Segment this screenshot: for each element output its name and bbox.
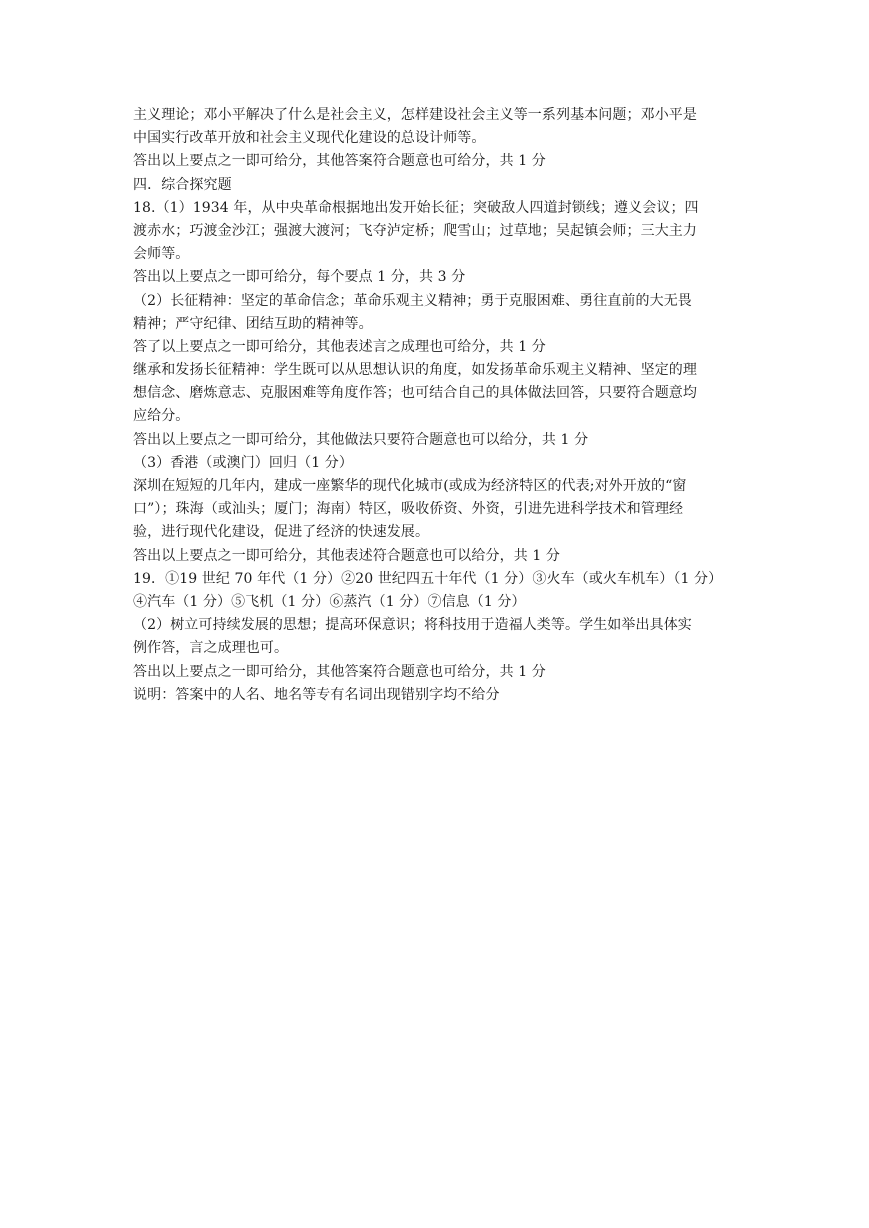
text-line: 口”）；珠海（或汕头；厦门；海南）特区，吸收侨资、外资，引进先进科学技术和管理经 [133,501,684,518]
scoring-note: 答出以上要点之一即可给分，其他做法只要符合题意也可以给分，共 1 分 [133,431,589,448]
document-body [133,104,743,707]
text-line: 继承和发扬长征精神：学生既可以从思想认识的角度，如发扬革命乐观主义精神、坚定的理 [133,362,697,379]
text-line: 例作答，言之成理也可。 [133,640,289,657]
scoring-note: 答出以上要点之一即可给分，其他表述符合题意也可以给分，共 1 分 [133,547,561,564]
text-line: 精神；严守纪律、团结互助的精神等。 [133,315,373,332]
text-line: ④汽车（1 分）⑤飞机（1 分）⑥蒸汽（1 分）⑦信息（1 分） [133,593,526,610]
text-line: 验，进行现代化建设，促进了经济的快速发展。 [133,524,430,541]
scoring-note: 答了以上要点之一即可给分，其他表述言之成理也可给分，共 1 分 [133,338,546,355]
text-line: 应给分。 [133,408,190,425]
question-18-part-2: （2）长征精神：坚定的革命信念；革命乐观主义精神；勇于克服困难、勇往直前的大无畏 [133,292,692,309]
closing-note: 说明：答案中的人名、地名等专有名词出现错别字均不给分 [133,686,500,703]
section-heading: 四．综合探究题 [133,176,232,193]
question-18-part-1: 18.（1）1934 年，从中央革命根据地出发开始长征；突破敌人四道封锁线；遵义会议；四 [133,199,699,216]
text-line: 想信念、磨炼意志、克服困难等角度作答；也可结合自己的具体做法回答，只要符合题意均 [133,385,697,402]
text-line: 会师等。 [133,246,190,263]
text-line: 深圳在短短的几年内，建成一座繁华的现代化城市(或成为经济特区的代表;对外开放的“窗 [133,478,687,494]
question-19-part-1: 19．①19 世纪 70 年代（1 分）②20 世纪四五十年代（1 分）③火车（或火车机车）（1 分） [133,570,723,587]
scoring-note: 答出以上要点之一即可给分，每个要点 1 分，共 3 分 [133,269,466,286]
question-19-part-2: （2）树立可持续发展的思想；提高环保意识；将科技用于造福人类等。学生如举出具体实 [133,617,692,634]
scoring-note: 答出以上要点之一即可给分，其他答案符合题意也可给分，共 1 分 [133,153,546,170]
scoring-note: 答出以上要点之一即可给分，其他答案符合题意也可给分，共 1 分 [133,663,546,680]
text-line: 渡赤水；巧渡金沙江；强渡大渡河；飞夺泸定桥；爬雪山；过草地；吴起镇会师；三大主力 [133,222,697,239]
text-line: 中国实行改革开放和社会主义现代化建设的总设计师等。 [133,130,486,147]
text-line: 主义理论；邓小平解决了什么是社会主义，怎样建设社会主义等一系列基本问题；邓小平是 [133,107,697,123]
question-18-part-3: （3）香港（或澳门）回归（1 分） [133,454,353,471]
